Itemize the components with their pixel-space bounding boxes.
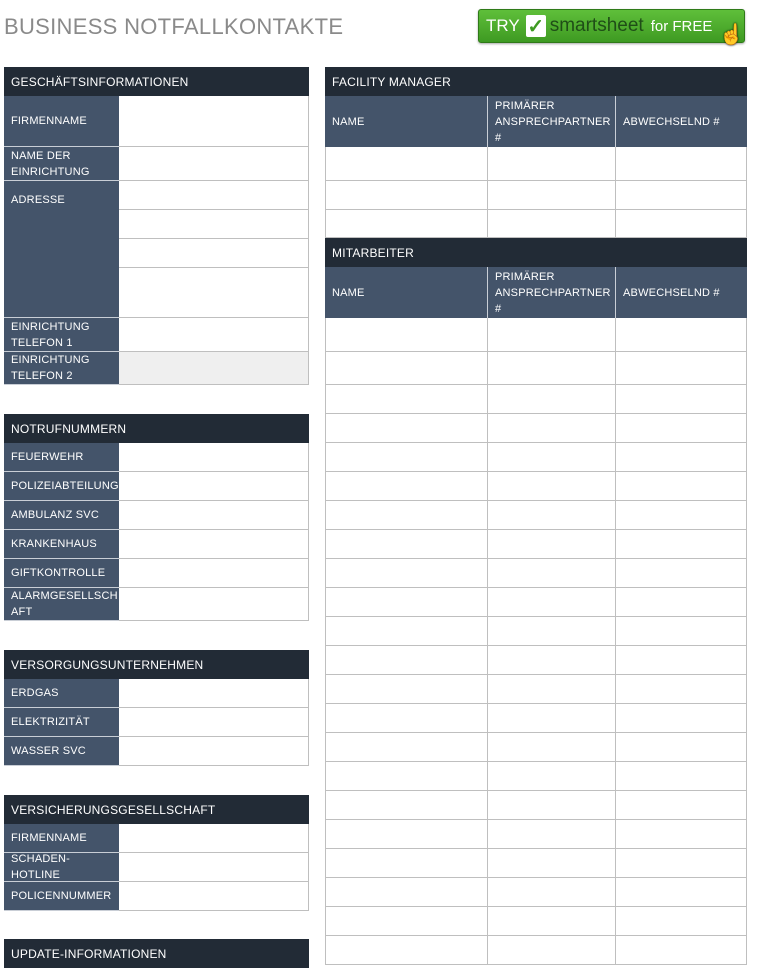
staff-cell[interactable] [325, 733, 488, 762]
staff-cell[interactable] [488, 878, 616, 907]
staff-cell[interactable] [325, 501, 488, 530]
banner-try: TRY [486, 16, 520, 35]
business-row-phone-2 [4, 352, 309, 385]
staff-cell[interactable] [616, 414, 747, 443]
facility-cell[interactable] [325, 210, 488, 238]
staff-cell[interactable] [616, 733, 747, 762]
label-ambulance: AMBULANZ SVC [4, 501, 119, 530]
insurance-row [4, 853, 309, 882]
label-fire-dept: FEUERWEHR [4, 443, 119, 472]
staff-cell[interactable] [616, 675, 747, 704]
checkmark-icon: ✓ [527, 15, 545, 38]
staff-header: MITARBEITER [325, 238, 747, 267]
staff-col-name: NAME [325, 267, 488, 318]
input-address-line-2[interactable] [119, 210, 309, 239]
utilities-row [4, 708, 309, 737]
input-police[interactable] [119, 472, 309, 501]
business-row-address [4, 181, 309, 318]
page-title: BUSINESS NOTFALLKONTAKTE [4, 14, 344, 39]
staff-cell[interactable] [488, 675, 616, 704]
staff-cell[interactable] [325, 588, 488, 617]
emergency-row [4, 559, 309, 588]
staff-cell[interactable] [325, 704, 488, 733]
staff-cell[interactable] [616, 617, 747, 646]
staff-cell[interactable] [488, 385, 616, 414]
pointer-hand-icon: ☝ [719, 24, 744, 46]
staff-cell[interactable] [325, 646, 488, 675]
emergency-row [4, 501, 309, 530]
input-address-line-1[interactable] [119, 181, 309, 210]
label-address: ADRESSE [4, 181, 119, 318]
staff-cell[interactable] [488, 530, 616, 559]
emergency-row [4, 443, 309, 472]
staff-cell[interactable] [488, 559, 616, 588]
facility-cell[interactable] [616, 210, 747, 238]
facility-col-name: NAME [325, 96, 488, 147]
input-phone-2[interactable] [119, 352, 309, 385]
insurance-row [4, 882, 309, 911]
input-facility-name[interactable] [119, 147, 309, 181]
staff-col-primary: PRIMÄRER ANSPRECHPARTNER # [488, 267, 616, 318]
business-row-phone-1 [4, 318, 309, 352]
address-cells [119, 181, 309, 318]
label-policy-number: POLICENNUMMER [4, 882, 119, 911]
staff-cell[interactable] [325, 559, 488, 588]
emergency-row [4, 530, 309, 559]
insurance-row [4, 824, 309, 853]
staff-cell[interactable] [616, 559, 747, 588]
emergency-header: NOTRUFNUMMERN [4, 414, 309, 443]
staff-cell[interactable] [325, 936, 488, 965]
label-police: POLIZEIABTEILUNG [4, 472, 119, 501]
staff-cell[interactable] [325, 762, 488, 791]
input-fire-dept[interactable] [119, 443, 309, 472]
staff-cell[interactable] [488, 352, 616, 385]
input-policy-number[interactable] [119, 882, 309, 911]
staff-col-alternate: ABWECHSELND # [616, 267, 747, 318]
staff-cell[interactable] [616, 530, 747, 559]
staff-cell[interactable] [325, 675, 488, 704]
staff-cell[interactable] [616, 501, 747, 530]
staff-cell[interactable] [325, 385, 488, 414]
update-info-header: UPDATE-INFORMATIONEN [4, 939, 309, 968]
staff-cell[interactable] [616, 762, 747, 791]
staff-cell[interactable] [616, 318, 747, 352]
input-address-line-4[interactable] [119, 268, 309, 318]
staff-cell[interactable] [488, 936, 616, 965]
staff-cell[interactable] [616, 791, 747, 820]
staff-cell[interactable] [488, 501, 616, 530]
staff-cell[interactable] [488, 617, 616, 646]
label-phone-2: EINRICHTUNG TELEFON 2 [4, 352, 119, 385]
staff-cell[interactable] [488, 443, 616, 472]
staff-cell[interactable] [488, 907, 616, 936]
staff-cell[interactable] [325, 352, 488, 385]
staff-cell[interactable] [325, 472, 488, 501]
label-phone-1: EINRICHTUNG TELEFON 1 [4, 318, 119, 352]
utilities-row [4, 679, 309, 708]
staff-cell[interactable] [488, 646, 616, 675]
utilities-header: VERSORGUNGSUNTERNEHMEN [4, 650, 309, 679]
staff-cell[interactable] [616, 352, 747, 385]
staff-cell[interactable] [325, 443, 488, 472]
label-alarm-company: ALARMGESELLSCH AFT [4, 588, 119, 621]
utilities-row [4, 737, 309, 766]
staff-cell[interactable] [325, 414, 488, 443]
input-claims-hotline[interactable] [119, 853, 309, 882]
staff-cell[interactable] [616, 849, 747, 878]
staff-cell[interactable] [488, 733, 616, 762]
business-info-header: GESCHÄFTSINFORMATIONEN [4, 67, 309, 96]
banner-free: for FREE [650, 17, 713, 35]
label-facility-name: NAME DER EINRICHTUNG [4, 147, 119, 181]
staff-cell[interactable] [488, 849, 616, 878]
label-water: WASSER SVC [4, 737, 119, 766]
facility-cell[interactable] [616, 181, 747, 210]
staff-cell[interactable] [616, 820, 747, 849]
emergency-row [4, 472, 309, 501]
staff-cell[interactable] [488, 791, 616, 820]
label-claims-hotline: SCHADEN-HOTLINE [4, 853, 119, 882]
staff-cell[interactable] [488, 414, 616, 443]
staff-cell[interactable] [488, 588, 616, 617]
staff-cell[interactable] [488, 820, 616, 849]
staff-cell[interactable] [488, 318, 616, 352]
label-company-name: FIRMENNAME [4, 96, 119, 147]
input-ambulance[interactable] [119, 501, 309, 530]
label-hospital: KRANKENHAUS [4, 530, 119, 559]
facility-cell[interactable] [616, 147, 747, 181]
business-row-facility-name [4, 147, 309, 181]
staff-cell[interactable] [488, 472, 616, 501]
input-phone-1[interactable] [119, 318, 309, 352]
input-alarm-company[interactable] [119, 588, 309, 621]
staff-cell[interactable] [325, 318, 488, 352]
insurance-header: VERSICHERUNGSGESELLSCHAFT [4, 795, 309, 824]
input-water[interactable] [119, 737, 309, 766]
input-electricity[interactable] [119, 708, 309, 737]
facility-col-primary: PRIMÄRER ANSPRECHPARTNER # [488, 96, 616, 147]
facility-cell[interactable] [325, 147, 488, 181]
staff-cell[interactable] [325, 617, 488, 646]
facility-col-alternate: ABWECHSELND # [616, 96, 747, 147]
smartsheet-banner[interactable] [478, 9, 745, 46]
staff-cell[interactable] [325, 878, 488, 907]
input-insurer-name[interactable] [119, 824, 309, 853]
staff-cell[interactable] [616, 704, 747, 733]
facility-cell[interactable] [325, 181, 488, 210]
label-insurer-name: FIRMENNAME [4, 824, 119, 853]
input-address-line-3[interactable] [119, 239, 309, 268]
staff-cell[interactable] [488, 704, 616, 733]
label-poison-control: GIFTKONTROLLE [4, 559, 119, 588]
facility-manager-header: FACILITY MANAGER [325, 67, 747, 96]
input-company-name[interactable] [119, 96, 309, 147]
staff-cell[interactable] [325, 820, 488, 849]
business-row-company [4, 96, 309, 147]
staff-cell[interactable] [325, 530, 488, 559]
banner-brand: smartsheet [549, 15, 644, 36]
staff-cell[interactable] [325, 907, 488, 936]
staff-cell[interactable] [616, 878, 747, 907]
staff-cell[interactable] [616, 588, 747, 617]
input-hospital[interactable] [119, 530, 309, 559]
input-gas[interactable] [119, 679, 309, 708]
staff-cell[interactable] [616, 443, 747, 472]
facility-cell[interactable] [488, 210, 616, 238]
staff-cell[interactable] [616, 936, 747, 965]
facility-cell[interactable] [488, 147, 616, 181]
staff-cell[interactable] [325, 849, 488, 878]
emergency-row [4, 588, 309, 621]
staff-cell[interactable] [616, 646, 747, 675]
staff-cell[interactable] [616, 385, 747, 414]
staff-cell[interactable] [616, 472, 747, 501]
staff-cell[interactable] [616, 907, 747, 936]
staff-cell[interactable] [325, 791, 488, 820]
label-electricity: ELEKTRIZITÄT [4, 708, 119, 737]
label-gas: ERDGAS [4, 679, 119, 708]
facility-cell[interactable] [488, 181, 616, 210]
input-poison-control[interactable] [119, 559, 309, 588]
staff-cell[interactable] [488, 762, 616, 791]
